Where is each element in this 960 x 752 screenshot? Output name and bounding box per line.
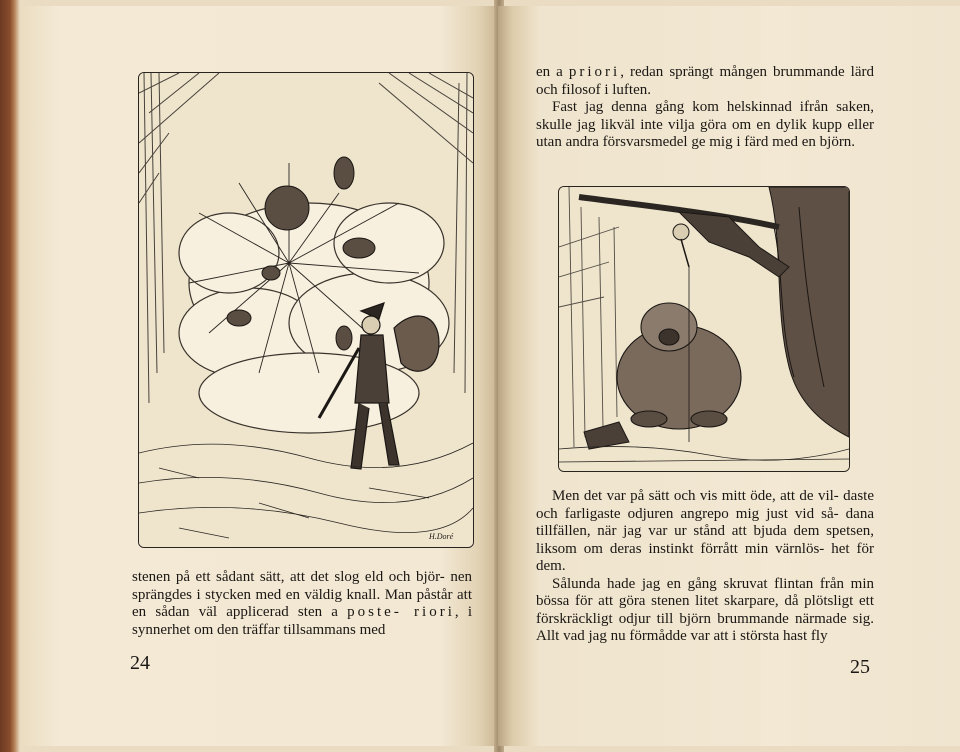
right-paragraph-1: Fast jag denna gång kom helskinnad ifrån saken, skulle jag likväl inte vilja göra om en dylik kupp eller utan andra försvarsmedel ge mig i färd med en björn. <box>536 99 874 150</box>
bear-explosion-engraving <box>139 73 473 547</box>
left-paragraph <box>132 569 472 639</box>
left-paragraph-part1: stenen på ett sådant sätt, att det slog eld och björ- nen sprängdes i stycken med en väldig knall. Man påstår att en sådan väl applicerad sten a <box>132 569 472 620</box>
left-page <box>20 6 498 746</box>
right-top-text <box>536 64 874 152</box>
page-number-right: 25 <box>850 656 870 678</box>
right-bottom-text <box>536 488 874 646</box>
bear-under-tree-engraving <box>559 187 849 471</box>
right-opening-prefix: en a <box>536 64 569 80</box>
right-opening-spaced-word: priori <box>568 64 621 80</box>
left-page-text <box>132 569 472 639</box>
right-opening-lines <box>536 64 874 99</box>
explosion-illustration <box>138 72 474 548</box>
page-number-left: 24 <box>130 652 150 674</box>
bear-tree-illustration <box>558 186 850 472</box>
left-paragraph-part2: , i synnerhet om den träffar tillsammans med <box>132 604 473 638</box>
right-page <box>498 6 960 746</box>
illustration-signature: H.Doré <box>429 532 454 541</box>
right-paragraph-3: Sålunda hade jag en gång skruvat flintan från min bössa för att göra stenen litet skarpare, då plötsligt ett förskräckligt odjur till björn brummande närmade sig. Allt vad jag nu förmådde var att i största hast fly <box>536 575 874 644</box>
right-paragraph-2: Men det var på sätt och vis mitt öde, att de vil- daste och farligaste odjuren angrepo mig just vid så- dana tillfällen, när jag var ur stånd att bjuda dem spetsen, liksom om deras instinkt förrått min värnlös- het för dem. <box>536 488 874 574</box>
right-opening-rest: , redan sprängt mången brummande lärd och filosof i luften. <box>536 64 874 98</box>
left-paragraph-spaced-word: poste- riori <box>347 604 455 620</box>
